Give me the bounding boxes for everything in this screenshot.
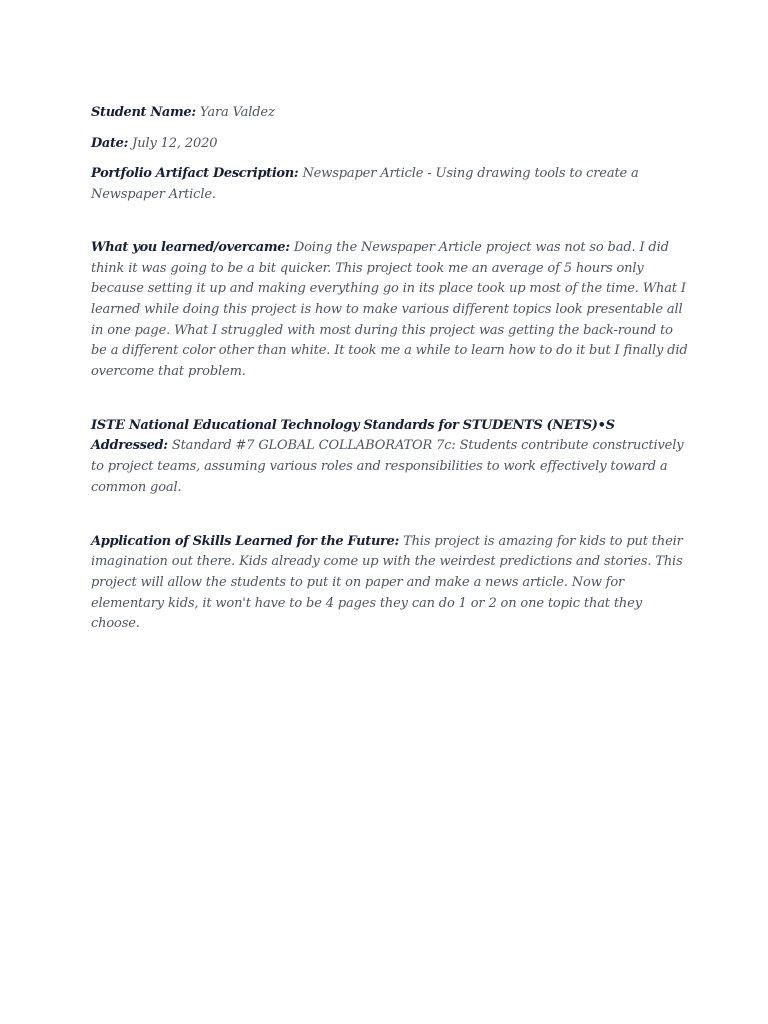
student-name-value: Yara Valdez — [199, 105, 275, 120]
artifact-description-paragraph — [91, 164, 691, 205]
artifact-description-label: Portfolio Artifact Description: — [91, 166, 299, 182]
date-value: July 12, 2020 — [132, 135, 218, 151]
standards-paragraph — [91, 416, 691, 499]
artifact-description-value: Newspaper Article - Using drawing tools to create a Newspaper Article. — [91, 166, 639, 203]
standards-heading: ISTE National Educational Technology Standards for STUDENTS (NETS)•S — [91, 417, 615, 433]
learned-value: Doing the Newspaper Article project was not so bad. I did think it was going to be a bit quicker. This project took me an average of 5 hours only because setting it up and making everything go in its place took up most of the time. What I learned while doing this project is how to make various different topics look presentable all in one page. What I struggled with most during this project was getting the back-round to be a different color other than white. It took me a while to learn how to do it but I finally did overcome that problem. — [91, 239, 688, 380]
learned-label: What you learned/overcame: — [91, 239, 290, 255]
learned-paragraph — [91, 238, 691, 383]
application-value: This project is amazing for kids to put their imagination out there. Kids already come up with the weirdest predictions and stories. This project will allow the students to put it on paper and make a news article. Now for elementary kids, it won't have to be 4 pages they can do 1 or 2 on one topic that they choose. — [91, 533, 683, 632]
application-label: Application of Skills Learned for the Future: — [91, 533, 399, 549]
application-paragraph — [91, 532, 691, 636]
date-line — [91, 134, 691, 155]
standards-value: Standard #7 GLOBAL COLLABORATOR 7c: Students contribute constructively to project teams, assuming various roles and responsibilities to work effectively toward a common goal. — [91, 438, 684, 495]
student-name-line — [91, 103, 691, 124]
date-label: Date: — [91, 135, 129, 151]
student-name-label: Student Name: — [91, 105, 196, 120]
standards-addressed-label: Addressed: — [91, 438, 168, 454]
document-page — [91, 103, 691, 635]
